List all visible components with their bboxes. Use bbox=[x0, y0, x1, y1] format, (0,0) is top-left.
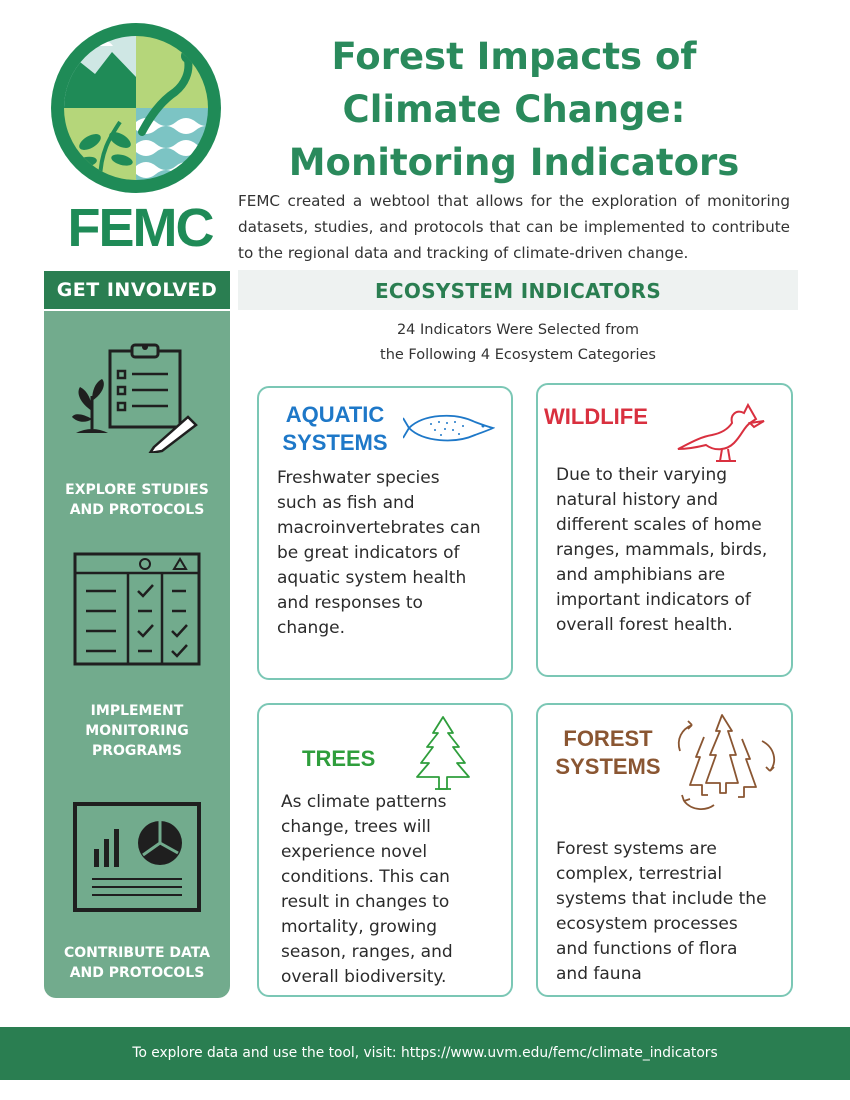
card-wildlife bbox=[536, 383, 793, 677]
conifer-tree-icon bbox=[413, 715, 473, 793]
ecosystem-indicators-heading: ECOSYSTEM INDICATORS bbox=[238, 270, 798, 310]
forest-cycle-icon bbox=[674, 711, 780, 813]
card-description: Forest systems are complex, terrestrial systems that include the ecosystem processes and functions of flora and fauna bbox=[556, 839, 767, 984]
ecosystem-subtitle: 24 Indicators Were Selected from the Following 4 Ecosystem Categories bbox=[380, 322, 656, 363]
get-involved-item-explore: EXPLORE STUDIES AND PROTOCOLS bbox=[65, 482, 209, 518]
card-title: FOREST SYSTEMS bbox=[555, 726, 661, 779]
intro-paragraph: FEMC created a webtool that allows for the exploration of monitoring datasets, studies, and protocols that can be implemented to contribute to the regional data and tracking of climate-driven change. bbox=[238, 192, 790, 262]
femc-wordmark: FEMC bbox=[67, 198, 213, 258]
card-title: AQUATIC SYSTEMS bbox=[282, 402, 388, 455]
card-description: As climate patterns change, trees will experience novel conditions. This can result in changes to mortality, growing season, ranges, and overall biodiversity. bbox=[281, 792, 453, 987]
get-involved-item-contribute: CONTRIBUTE DATA AND PROTOCOLS bbox=[63, 945, 211, 981]
card-aquatic-systems bbox=[257, 386, 513, 680]
trout-icon bbox=[403, 408, 495, 448]
get-involved-heading: GET INVOLVED bbox=[44, 271, 230, 309]
card-description: Freshwater species such as fish and macroinvertebrates can be great indicators of aquatic system health and responses to change. bbox=[277, 468, 481, 638]
card-description: Due to their varying natural history and different scales of home ranges, mammals, birds, and amphibians are important indicators of overall forest health. bbox=[556, 465, 768, 635]
get-involved-item-implement: IMPLEMENT MONITORING PROGRAMS bbox=[85, 703, 189, 759]
page-title: Forest Impacts of Climate Change: Monitoring Indicators bbox=[288, 35, 740, 184]
card-title: WILDLIFE bbox=[544, 404, 648, 429]
get-involved-panel bbox=[44, 311, 230, 998]
footer-link-text[interactable]: To explore data and use the tool, visit: https://www.uvm.edu/femc/climate_indicators bbox=[0, 1027, 850, 1080]
femc-salamander-logo bbox=[50, 22, 222, 194]
card-forest-systems bbox=[536, 703, 793, 997]
cardinal-icon bbox=[674, 399, 770, 467]
chart-report-icon bbox=[72, 801, 202, 913]
card-trees bbox=[257, 703, 513, 997]
card-title: TREES bbox=[302, 746, 376, 771]
clipboard-plant-icon bbox=[70, 341, 206, 453]
checklist-table-icon bbox=[72, 551, 202, 667]
